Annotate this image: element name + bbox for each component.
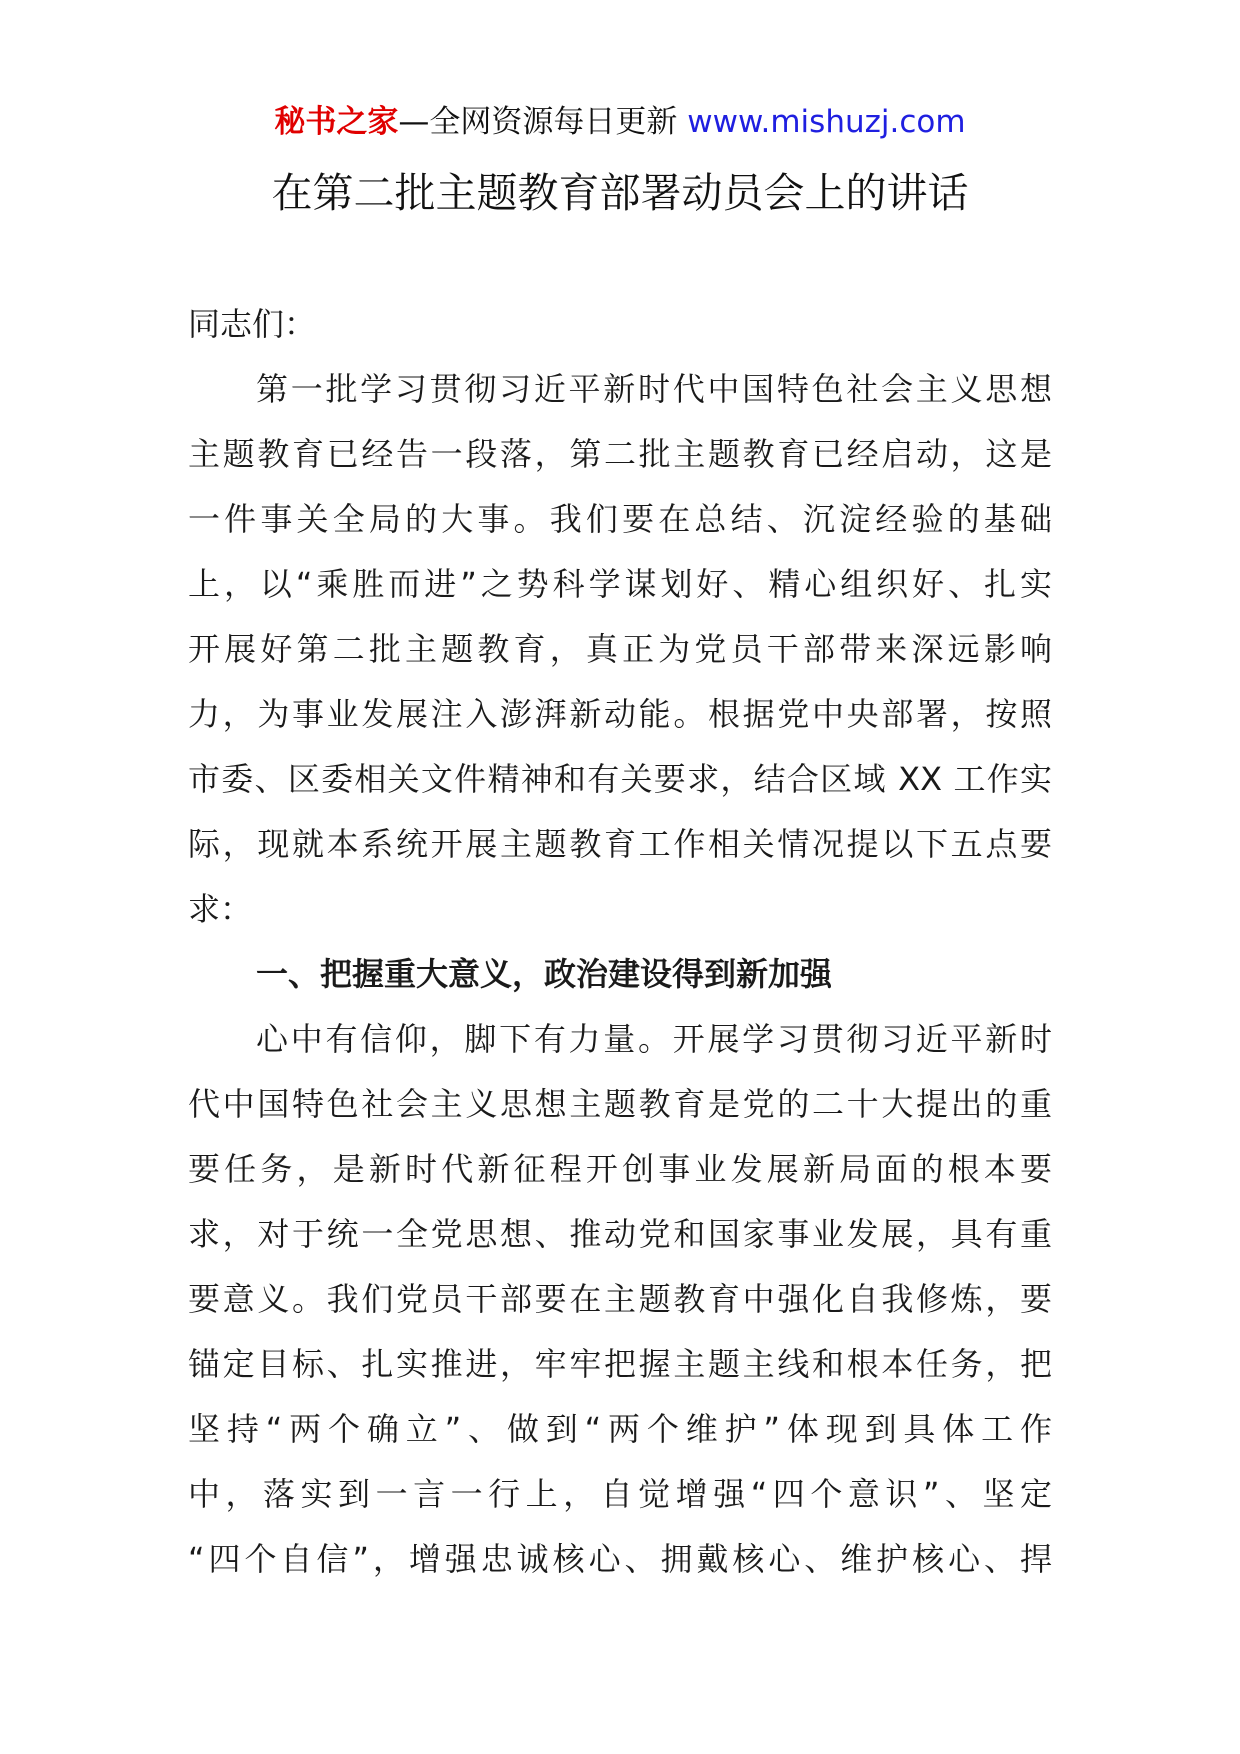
paragraph-line: 求，对于统一全党思想、推动党和国家事业发展，具有重 (188, 1215, 1052, 1253)
paragraph-line: 开展好第二批主题教育，真正为党员干部带来深远影响 (188, 630, 1052, 668)
paragraph-line: 市委、区委相关文件精神和有关要求，结合区域 XX 工作实 (188, 760, 1052, 798)
paragraph-line: 要意义。我们党员干部要在主题教育中强化自我修炼，要 (188, 1280, 1052, 1318)
paragraph-line: 中，落实到一言一行上，自觉增强“四个意识”、坚定 (188, 1475, 1052, 1513)
paragraph-line: 心中有信仰，脚下有力量。开展学习贯彻习近平新时 (256, 1020, 1052, 1058)
header-slogan: —全网资源每日更新 (398, 104, 678, 140)
salutation: 同志们： (188, 305, 317, 343)
paragraph-line: 上，以“乘胜而进”之势科学谋划好、精心组织好、扎实 (188, 565, 1052, 603)
paragraph-line: 际，现就本系统开展主题教育工作相关情况提以下五点要 (188, 825, 1052, 863)
paragraph-line: 力，为事业发展注入澎湃新动能。根据党中央部署，按照 (188, 695, 1052, 733)
paragraph-line: 锚定目标、扎实推进，牢牢把握主题主线和根本任务，把 (188, 1345, 1052, 1383)
paragraph-line: 代中国特色社会主义思想主题教育是党的二十大提出的重 (188, 1085, 1052, 1123)
site-header (0, 100, 1240, 144)
paragraph-line: 一件事关全局的大事。我们要在总结、沉淀经验的基础 (188, 500, 1052, 538)
brand-name: 秘书之家 (274, 104, 399, 140)
section-heading: 一、把握重大意义，政治建设得到新加强 (256, 955, 833, 993)
document-title: 在第二批主题教育部署动员会上的讲话 (271, 169, 969, 217)
paragraph-line: 求： (188, 890, 253, 928)
document-body (188, 292, 1052, 1592)
paragraph-line: 主题教育已经告一段落，第二批主题教育已经启动，这是 (188, 435, 1052, 473)
paragraph-line: 第一批学习贯彻习近平新时代中国特色社会主义思想 (256, 370, 1052, 408)
paragraph-line: 要任务，是新时代新征程开创事业发展新局面的根本要 (188, 1150, 1052, 1188)
site-url[interactable]: www.mishuzj.com (687, 104, 966, 140)
paragraph-line: “四个自信”，增强忠诚核心、拥戴核心、维护核心、捍 (188, 1540, 1052, 1578)
paragraph-line: 坚持“两个确立”、做到“两个维护”体现到具体工作 (188, 1410, 1052, 1448)
